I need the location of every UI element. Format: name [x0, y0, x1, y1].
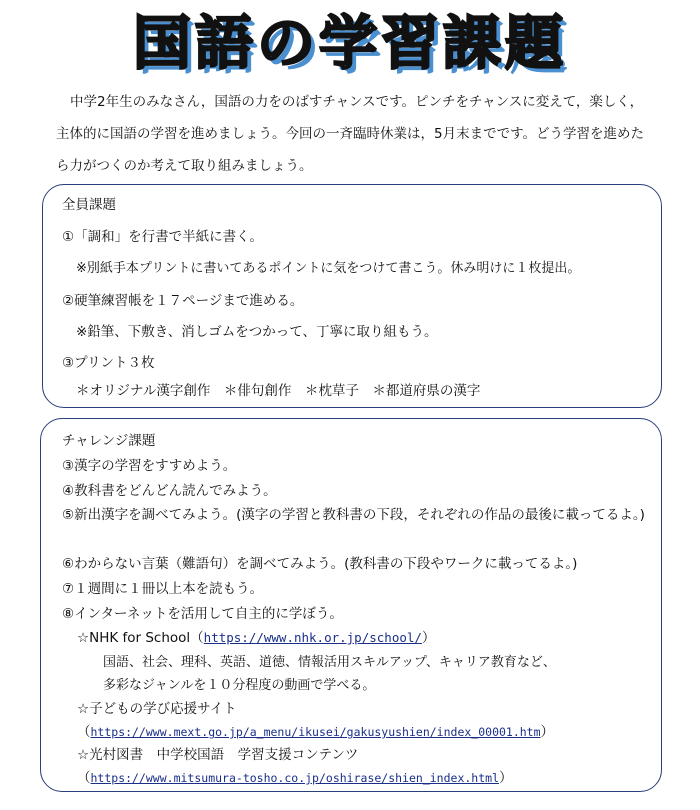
nhk-line: [77, 626, 435, 646]
mitsumura-link[interactable]: https://www.mitsumura-tosho.co.jp/oshirase/shien_index.html: [90, 771, 499, 785]
required-tasks-box: [42, 184, 662, 408]
mitsumura-label: ☆光村図書 中学校国語 学習支援コンテンツ: [77, 747, 359, 763]
mext-label: ☆子どもの学び応援サイト: [77, 701, 237, 717]
mitsumura-close: ）: [499, 770, 513, 786]
challenge-tasks-box: [40, 418, 662, 792]
required-item-2: ②硬筆練習帳を１７ページまで進める。: [62, 293, 304, 309]
nhk-label: ☆NHK for School（: [77, 630, 204, 646]
mitsumura-open: （: [77, 770, 91, 786]
challenge-tasks-heading: チャレンジ課題: [62, 433, 156, 449]
intro-paragraph: 中学2年生のみなさん，国語の力をのばすチャンスです。ピンチをチャンスに変えて，楽しく，主体的に国語の学習を進めましょう。今回の一斉臨時休業は，5月末までです。どう学習を進めたら力がつくのか考えて取り組みましょう。: [56, 94, 645, 174]
nhk-close: ）: [421, 630, 436, 646]
mext-close: ）: [540, 724, 555, 740]
nhk-link[interactable]: https://www.nhk.or.jp/school/: [203, 630, 422, 645]
nhk-description-2: 多彩なジャンルを１０分程度の動画で学べる。: [103, 678, 376, 693]
challenge-item-kanji: ③漢字の学習をすすめよう。: [62, 458, 237, 474]
required-print-list: ＊オリジナル漢字創作 ＊俳句創作 ＊枕草子 ＊都道府県の漢字: [76, 383, 481, 399]
challenge-item-internet: ⑧インターネットを活用して自主的に学ぼう。: [62, 606, 343, 622]
nhk-description-1: 国語、社会、理科、英語、道徳、情報活用スキルアップ、キャリア教育など、: [103, 655, 556, 670]
page-title: 国語の学習課題: [132, 9, 567, 77]
required-item-3: ③プリント３枚: [62, 355, 155, 371]
mext-line: [77, 720, 554, 740]
mext-link[interactable]: https://www.mext.go.jp/a_menu/ikusei/gakusyushien/index_00001.htm: [90, 725, 541, 739]
required-note-2: ※鉛筆、下敷き、消しゴムをつかって、丁寧に取り組もう。: [76, 324, 438, 340]
required-note-1: ※別紙手本プリントに書いてあるポイントに気をつけて書こう。休み明けに１枚提出。: [76, 261, 581, 276]
challenge-item-new-kanji: ⑤新出漢字を調べてみよう。(漢字の学習と教科書の下段，それぞれの作品の最後に載ってるよ。): [62, 507, 645, 523]
required-item-1: ①「調和」を行書で半紙に書く。: [62, 229, 263, 245]
required-tasks-heading: 全員課題: [62, 197, 116, 213]
challenge-item-reading: ⑦１週間に１冊以上本を読もう。: [62, 581, 264, 597]
challenge-item-vocabulary: ⑥わからない言葉（難語句）を調べてみよう。(教科書の下段やワークに載ってるよ。): [62, 556, 578, 572]
mext-open: （: [77, 724, 91, 740]
challenge-item-textbook: ④教科書をどんどん読んでみよう。: [62, 483, 277, 499]
page-title-banner: [0, 4, 700, 82]
mitsumura-line: [77, 766, 513, 786]
